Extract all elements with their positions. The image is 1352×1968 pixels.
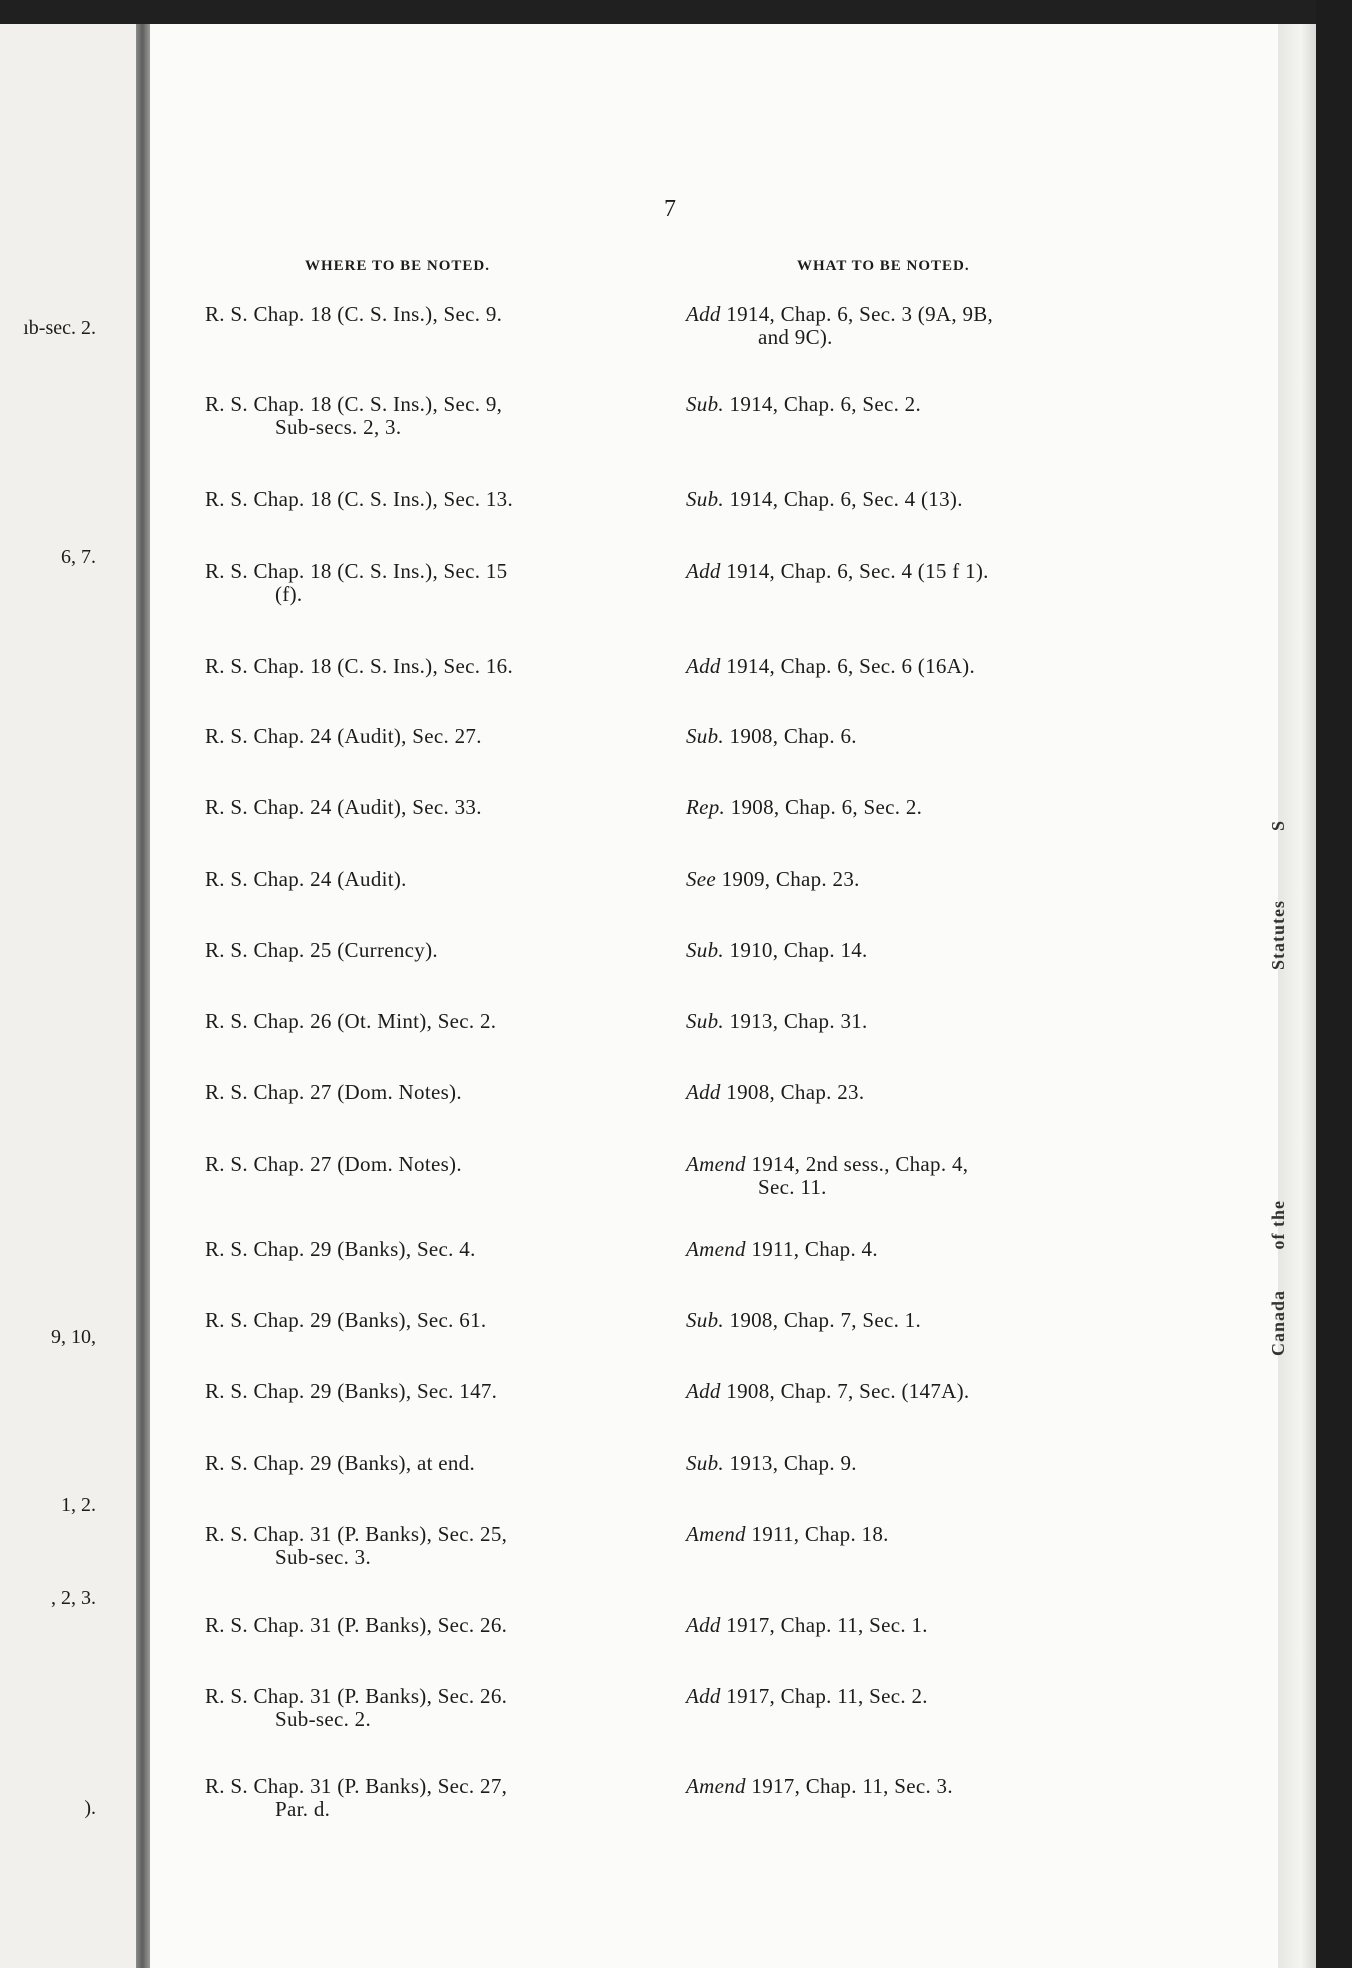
page-number: 7 — [664, 196, 676, 222]
what-to-be-noted — [686, 488, 1148, 511]
where-to-be-noted — [205, 1153, 675, 1176]
facing-page-fragment: 6, 7. — [61, 546, 96, 568]
where-to-be-noted — [205, 655, 675, 678]
where-to-be-noted — [205, 1309, 675, 1332]
what-to-be-noted — [686, 1380, 1148, 1403]
entry-row — [0, 1380, 1352, 1440]
where-continuation: Par. d. — [275, 1797, 331, 1821]
where-to-be-noted — [205, 303, 675, 326]
where-continuation: (f). — [275, 582, 303, 606]
where-to-be-noted — [205, 393, 675, 439]
where-text: R. S. Chap. 29 (Banks), at end. — [205, 1451, 476, 1475]
what-to-be-noted — [686, 303, 1148, 349]
amendment-verb: Add — [686, 1080, 721, 1104]
where-text: R. S. Chap. 29 (Banks), Sec. 4. — [205, 1237, 476, 1261]
amendment-verb: Sub. — [686, 487, 724, 511]
where-text: R. S. Chap. 18 (C. S. Ins.), Sec. 9. — [205, 302, 503, 326]
what-text: 1914, Chap. 6, Sec. 4 (15 f 1). — [726, 559, 989, 583]
what-text: 1908, Chap. 6, Sec. 2. — [730, 795, 923, 819]
entry-row — [0, 1081, 1352, 1141]
where-to-be-noted — [205, 1614, 675, 1637]
where-to-be-noted — [205, 1452, 675, 1475]
what-text: 1913, Chap. 31. — [729, 1009, 868, 1033]
what-text: 1917, Chap. 11, Sec. 3. — [751, 1774, 953, 1798]
entry-row — [0, 1238, 1352, 1298]
where-text: R. S. Chap. 31 (P. Banks), Sec. 26. — [205, 1684, 508, 1708]
entry-row — [0, 868, 1352, 928]
amendment-verb: Amend — [686, 1774, 746, 1798]
where-text: R. S. Chap. 24 (Audit), Sec. 33. — [205, 795, 482, 819]
where-text: R. S. Chap. 29 (Banks), Sec. 147. — [205, 1379, 498, 1403]
what-text: 1908, Chap. 7, Sec. (147A). — [726, 1379, 970, 1403]
edge-mark: S — [1268, 820, 1288, 832]
what-to-be-noted — [686, 1452, 1148, 1475]
what-to-be-noted — [686, 655, 1148, 678]
what-to-be-noted — [686, 1081, 1148, 1104]
what-to-be-noted — [686, 939, 1148, 962]
entry-row — [0, 796, 1352, 856]
where-to-be-noted — [205, 1380, 675, 1403]
what-text: 1909, Chap. 23. — [721, 867, 860, 891]
where-to-be-noted — [205, 1523, 675, 1569]
what-text: 1914, Chap. 6, Sec. 6 (16A). — [726, 654, 975, 678]
where-continuation: Sub-sec. 3. — [275, 1545, 372, 1569]
amendment-verb: Add — [686, 302, 721, 326]
entry-row — [0, 725, 1352, 785]
where-to-be-noted — [205, 868, 675, 891]
what-to-be-noted — [686, 868, 1148, 891]
where-continuation: Sub-secs. 2, 3. — [275, 415, 402, 439]
entry-row — [0, 1153, 1352, 1213]
what-text: 1913, Chap. 9. — [729, 1451, 857, 1475]
where-to-be-noted — [205, 1238, 675, 1261]
what-continuation: Sec. 11. — [758, 1175, 827, 1199]
amendment-verb: Amend — [686, 1522, 746, 1546]
what-text: 1917, Chap. 11, Sec. 1. — [726, 1613, 928, 1637]
where-to-be-noted — [205, 1685, 675, 1731]
amendment-verb: Add — [686, 654, 721, 678]
facing-page-fragment: ıb-sec. 2. — [23, 317, 96, 339]
what-to-be-noted — [686, 560, 1148, 583]
where-text: R. S. Chap. 31 (P. Banks), Sec. 27, — [205, 1774, 508, 1798]
where-text: R. S. Chap. 27 (Dom. Notes). — [205, 1152, 462, 1176]
what-text: 1910, Chap. 14. — [729, 938, 868, 962]
where-text: R. S. Chap. 29 (Banks), Sec. 61. — [205, 1308, 487, 1332]
what-text: 1914, 2nd sess., Chap. 4, — [751, 1152, 969, 1176]
amendment-verb: Add — [686, 559, 721, 583]
where-text: R. S. Chap. 18 (C. S. Ins.), Sec. 15 — [205, 559, 508, 583]
amendment-verb: See — [686, 867, 717, 891]
amendment-verb: Add — [686, 1684, 721, 1708]
edge-mark: Statutes — [1268, 900, 1288, 970]
what-text: 1908, Chap. 7, Sec. 1. — [729, 1308, 922, 1332]
what-to-be-noted — [686, 1523, 1148, 1546]
amendment-verb: Sub. — [686, 938, 724, 962]
entry-row — [0, 1452, 1352, 1512]
where-continuation: Sub-sec. 2. — [275, 1707, 372, 1731]
facing-page-fragment: , 2, 3. — [51, 1587, 96, 1609]
what-text: 1908, Chap. 23. — [726, 1080, 865, 1104]
facing-page-fragment: ). — [84, 1797, 96, 1819]
what-text: 1908, Chap. 6. — [729, 724, 857, 748]
amendment-verb: Amend — [686, 1237, 746, 1261]
entry-row — [0, 1685, 1352, 1745]
where-text: R. S. Chap. 18 (C. S. Ins.), Sec. 16. — [205, 654, 514, 678]
amendment-verb: Amend — [686, 1152, 746, 1176]
where-text: R. S. Chap. 18 (C. S. Ins.), Sec. 9, — [205, 392, 503, 416]
entry-row — [0, 939, 1352, 999]
edge-mark: of the — [1268, 1200, 1288, 1250]
amendment-verb: Sub. — [686, 1308, 724, 1332]
entry-row — [0, 1523, 1352, 1583]
what-text: 1914, Chap. 6, Sec. 4 (13). — [729, 487, 963, 511]
amendment-verb: Sub. — [686, 1451, 724, 1475]
what-text: 1914, Chap. 6, Sec. 2. — [729, 392, 922, 416]
column-header-where: WHERE TO BE NOTED. — [305, 258, 490, 274]
what-text: 1911, Chap. 18. — [751, 1522, 889, 1546]
entry-row — [0, 488, 1352, 548]
edge-mark: Canada — [1268, 1290, 1288, 1357]
what-to-be-noted — [686, 796, 1148, 819]
amendment-verb: Sub. — [686, 1009, 724, 1033]
entry-row — [0, 655, 1352, 715]
what-text: 1911, Chap. 4. — [751, 1237, 878, 1261]
what-to-be-noted — [686, 1685, 1148, 1708]
what-text: 1914, Chap. 6, Sec. 3 (9A, 9B, — [726, 302, 994, 326]
where-to-be-noted — [205, 560, 675, 606]
entry-row — [0, 1775, 1352, 1835]
what-to-be-noted — [686, 1238, 1148, 1261]
what-text: 1917, Chap. 11, Sec. 2. — [726, 1684, 928, 1708]
where-to-be-noted — [205, 1010, 675, 1033]
facing-page-fragment: 1, 2. — [61, 1494, 96, 1516]
where-text: R. S. Chap. 31 (P. Banks), Sec. 26. — [205, 1613, 508, 1637]
what-to-be-noted — [686, 725, 1148, 748]
where-text: R. S. Chap. 26 (Ot. Mint), Sec. 2. — [205, 1009, 497, 1033]
what-to-be-noted — [686, 1309, 1148, 1332]
what-to-be-noted — [686, 1775, 1148, 1798]
where-to-be-noted — [205, 939, 675, 962]
entry-row — [0, 1309, 1352, 1369]
amendment-verb: Rep. — [686, 795, 726, 819]
entry-row — [0, 1010, 1352, 1070]
what-to-be-noted — [686, 393, 1148, 416]
facing-page-fragment: 9, 10, — [51, 1326, 96, 1348]
entry-row — [0, 303, 1352, 363]
where-text: R. S. Chap. 25 (Currency). — [205, 938, 438, 962]
what-to-be-noted — [686, 1153, 1148, 1199]
where-text: R. S. Chap. 27 (Dom. Notes). — [205, 1080, 462, 1104]
where-text: R. S. Chap. 24 (Audit), Sec. 27. — [205, 724, 482, 748]
amendment-verb: Sub. — [686, 392, 724, 416]
where-to-be-noted — [205, 488, 675, 511]
where-to-be-noted — [205, 796, 675, 819]
where-to-be-noted — [205, 1081, 675, 1104]
where-to-be-noted — [205, 1775, 675, 1821]
amendment-verb: Add — [686, 1379, 721, 1403]
entry-row — [0, 560, 1352, 620]
what-to-be-noted — [686, 1614, 1148, 1637]
amendment-verb: Add — [686, 1613, 721, 1637]
column-header-what: WHAT TO BE NOTED. — [797, 258, 970, 274]
where-to-be-noted — [205, 725, 675, 748]
entry-row — [0, 393, 1352, 453]
entry-row — [0, 1614, 1352, 1674]
what-to-be-noted — [686, 1010, 1148, 1033]
scan-top-edge — [0, 0, 1352, 26]
where-text: R. S. Chap. 18 (C. S. Ins.), Sec. 13. — [205, 487, 514, 511]
what-continuation: and 9C). — [758, 325, 833, 349]
where-text: R. S. Chap. 31 (P. Banks), Sec. 25, — [205, 1522, 508, 1546]
amendment-verb: Sub. — [686, 724, 724, 748]
where-text: R. S. Chap. 24 (Audit). — [205, 867, 407, 891]
